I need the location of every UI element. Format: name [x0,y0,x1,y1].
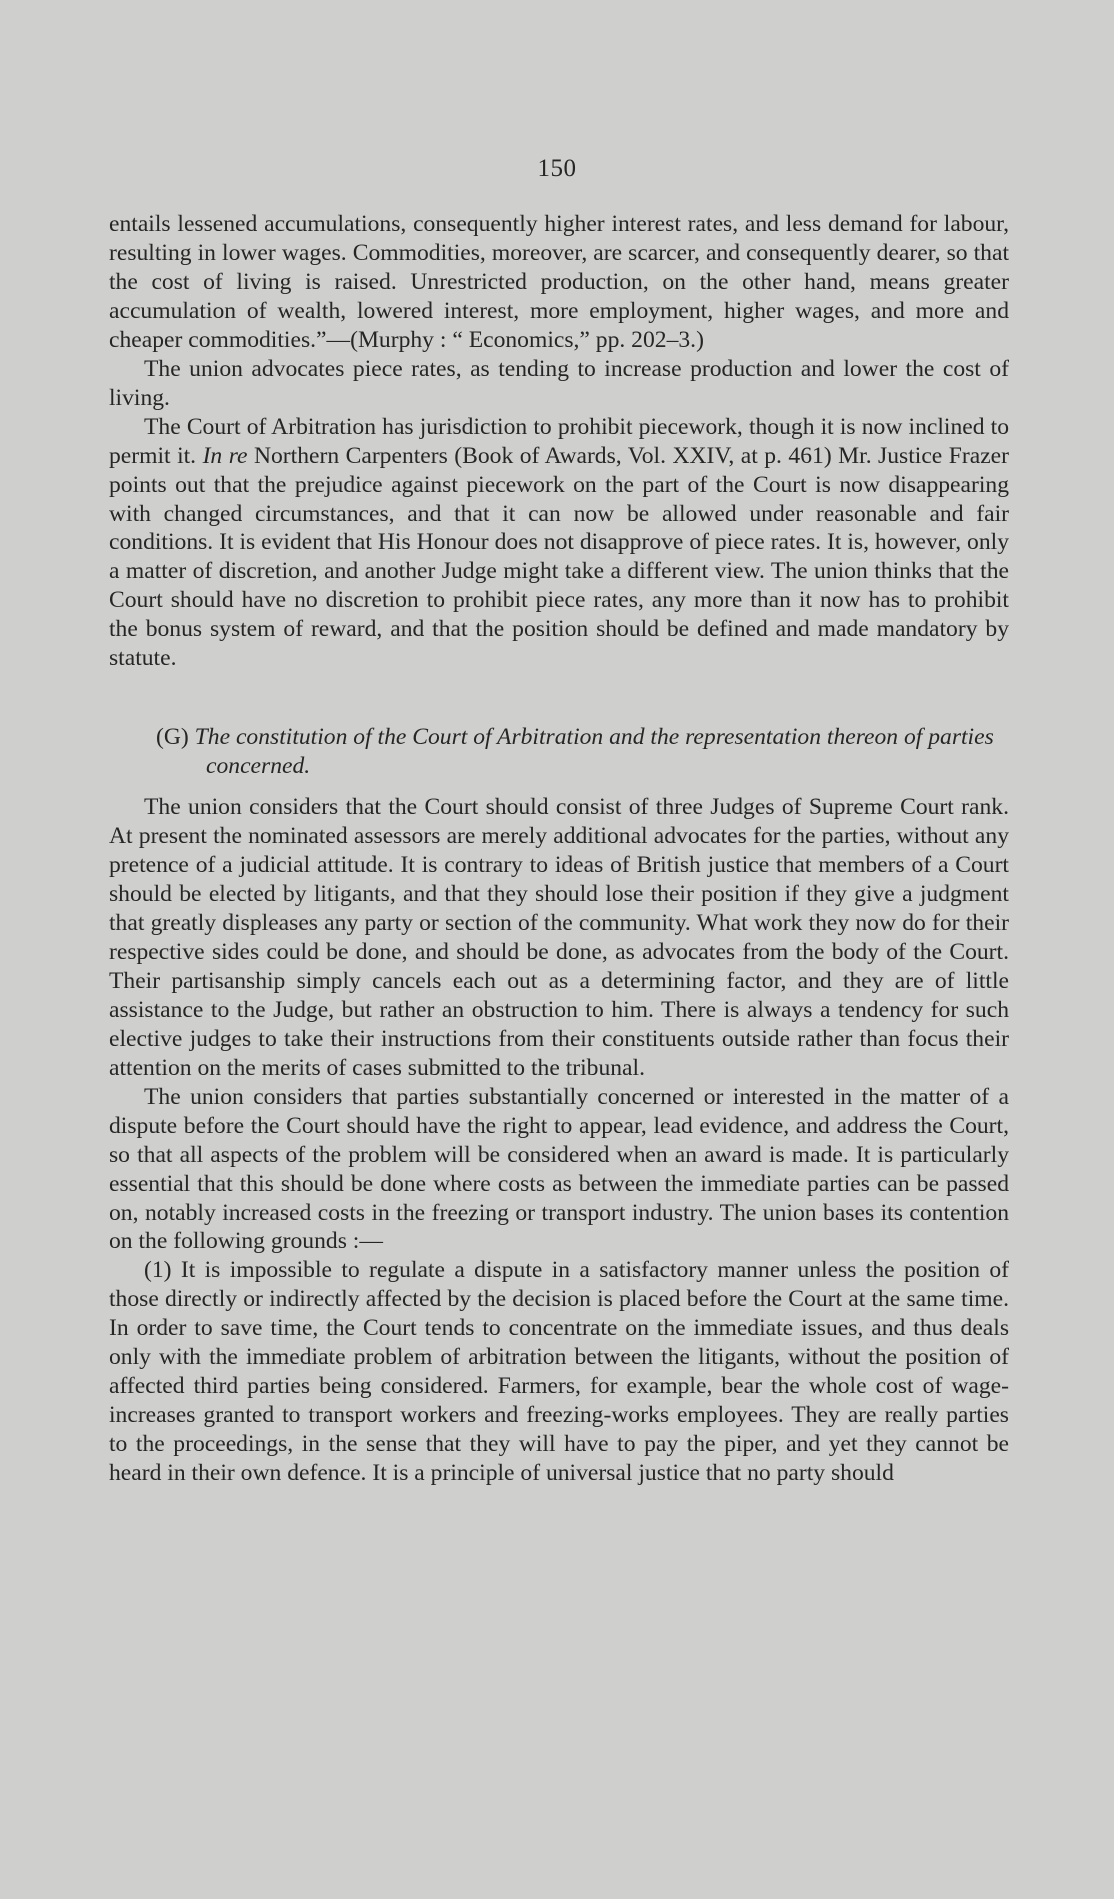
body-text [109,210,1009,1488]
section-heading-g [109,723,1009,781]
page-number: 150 [537,155,577,182]
paragraph-court-jurisdiction-start: The Court of Arbitration has jurisdiction to prohibit piecework, though it is now inclined to permit it. [109,413,1009,469]
paragraph-court-jurisdiction-rest: Northern Carpenters (Book of Awards, Vol. XXIV, at p. 461) Mr. Justice Frazer points out that the prejudice against piecework on the part of the Court is now disappearing with changed circumstances, and that it can now be allowed under reasonable and fair conditions. It is evident that His Honour does not disapprove of piece rates. It is, however, only a matter of discretion, and another Judge might take a different view. The union thinks that the Court should have no discretion to prohibit piece rates, any more than it now has to prohibit the bonus system of reward, and that the position should be defined and made mandatory by statute. [109,442,1010,672]
section-heading-title: The constitution of the Court of Arbitration and the representation thereon of parties concerned. [194,724,994,780]
paragraph-court-composition: The union considers that the Court should consist of three Judges of Supreme Court rank. At present the nominated assessors are merely additional advocates for the parties, without any pretence of a judicial attitude. It is contrary to ideas of British justice that members of a Court should be elected by litigants, and that they should lose their position if they give a judgment that greatly displeases any party or section of the community. What work they now do for their respective sides could be done, and should be done, as advocates from the body of the Court. Their partisanship simply cancels each out as a determining factor, and they are of little assistance to the Judge, but rather an obstruction to him. There is always a tendency for such elective judges to take their instructions from their constituents outside rather than focus their attention on the merits of cases submitted to the tribunal. [109,794,1009,1081]
case-citation-in-re: In re [202,442,248,469]
paragraph-piece-rates: The union advocates piece rates, as tending to increase production and lower the cost of living. [109,355,1009,411]
paragraph-interested-parties: The union considers that parties substantially concerned or interested in the matter of a dispute before the Court should have the right to appear, lead evidence, and address the Court, so that all aspects of the problem will be considered when an award is made. It is particularly essential that this should be done where costs as between the immediate parties can be passed on, notably increased costs in the freezing or transport industry. The union bases its contention on the following grounds :— [109,1083,1009,1255]
paragraph-court-jurisdiction [109,413,1009,674]
paragraph-ground-1: (1) It is impossible to regulate a dispute in a satisfactory manner unless the position of those directly or indirectly affected by the decision is placed before the Court at the same time. In order to save time, the Court tends to concentrate on the immediate issues, and thus deals only with the immediate problem of arbitration between the litigants, without the position of affected third parties being considered. Farmers, for example, bear the whole cost of wage-increases granted to transport workers and freezing-works employees. They are really parties to the proceedings, in the sense that they will have to pay the piper, and yet they cannot be heard in their own defence. It is a principle of universal justice that no party should [109,1257,1009,1487]
paragraph-continuation: entails lessened accumulations, consequently higher interest rates, and less demand for labour, resulting in lower wages. Commodities, moreover, are scarcer, and consequently dearer, so that the cost of living is raised. Unrestricted production, on the other hand, means greater accumulation of wealth, lowered interest, more employment, higher wages, and more and cheaper commodities.”—(Murphy : “ Economics,” pp. 202–3.) [109,211,1009,353]
section-heading-label: (G) [156,724,189,751]
